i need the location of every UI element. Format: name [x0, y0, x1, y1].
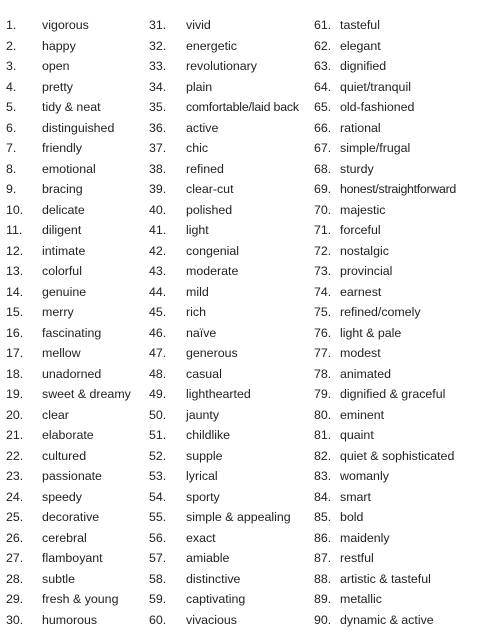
item-number: 21. [6, 428, 24, 442]
item-number: 67. [314, 141, 332, 155]
list-item [6, 138, 131, 159]
item-number: 58. [149, 571, 167, 586]
list-item [6, 179, 131, 200]
item-number: 15. [6, 305, 24, 319]
item-word: clear [42, 407, 69, 422]
item-number: 1. [6, 18, 17, 32]
list-item [314, 548, 456, 569]
item-number: 60. [149, 612, 167, 627]
word-column-3 [314, 15, 456, 630]
list-item [6, 405, 131, 426]
item-word: subtle [42, 571, 76, 586]
item-number: 48. [149, 366, 167, 381]
item-number: 49. [149, 387, 167, 401]
list-item [314, 405, 456, 426]
item-number: 13. [6, 264, 24, 278]
item-number: 37. [149, 141, 167, 155]
item-word: majestic [340, 202, 386, 217]
list-item [149, 15, 299, 36]
item-word: light & pale [340, 325, 402, 340]
item-number: 64. [314, 79, 332, 94]
item-word: distinctive [186, 571, 241, 586]
item-word: childlike [186, 428, 231, 442]
list-item [6, 548, 131, 569]
item-word: pretty [42, 79, 73, 94]
list-item [314, 323, 456, 344]
item-number: 53. [149, 469, 167, 483]
item-number: 38. [149, 161, 167, 176]
item-number: 51. [149, 428, 167, 442]
item-number: 62. [314, 38, 332, 53]
item-word: supple [186, 448, 223, 463]
item-number: 17. [6, 346, 24, 360]
item-number: 45. [149, 305, 167, 319]
item-word: dignified & graceful [340, 387, 446, 401]
list-item [149, 118, 299, 139]
list-item [6, 384, 131, 405]
list-item [6, 159, 131, 180]
item-word: genuine [42, 284, 87, 299]
item-number: 26. [6, 530, 24, 545]
item-word: honest/straightforward [340, 182, 456, 196]
list-item [6, 36, 131, 57]
item-number: 10. [6, 202, 24, 217]
list-item [6, 487, 131, 508]
item-word: generous [186, 346, 238, 360]
item-number: 84. [314, 489, 332, 504]
item-word: passionate [42, 469, 102, 483]
item-number: 82. [314, 448, 332, 463]
list-item [149, 364, 299, 385]
list-item [149, 97, 299, 118]
item-number: 65. [314, 100, 332, 114]
item-word: vivid [186, 18, 211, 32]
item-word: simple & appealing [186, 510, 291, 524]
item-word: artistic & tasteful [340, 571, 431, 586]
item-word: earnest [340, 284, 382, 299]
item-word: naïve [186, 325, 217, 340]
list-item [6, 569, 131, 590]
list-item [314, 77, 456, 98]
item-word: flamboyant [42, 551, 103, 565]
list-item [314, 569, 456, 590]
list-item [6, 507, 131, 528]
list-item [6, 302, 131, 323]
item-number: 74. [314, 284, 332, 299]
list-item [314, 200, 456, 221]
word-column-2 [149, 15, 299, 630]
item-number: 88. [314, 571, 332, 586]
list-item [314, 97, 456, 118]
item-number: 77. [314, 346, 332, 360]
list-item [149, 343, 299, 364]
item-word: womanly [340, 469, 389, 483]
item-word: vigorous [42, 18, 89, 32]
item-number: 42. [149, 243, 167, 258]
item-word: emotional [42, 161, 96, 176]
item-word: moderate [186, 264, 239, 278]
list-item [6, 56, 131, 77]
item-number: 83. [314, 469, 332, 483]
list-item [149, 507, 299, 528]
item-number: 11. [6, 223, 23, 237]
list-item [6, 200, 131, 221]
item-word: revolutionary [186, 59, 257, 73]
list-item [6, 282, 131, 303]
item-number: 69. [314, 182, 332, 196]
list-item [6, 610, 131, 631]
item-word: delicate [42, 202, 85, 217]
item-number: 12. [6, 243, 24, 258]
list-item [149, 466, 299, 487]
item-number: 44. [149, 284, 167, 299]
item-word: dynamic & active [340, 612, 434, 627]
item-word: chic [186, 141, 209, 155]
item-number: 52. [149, 448, 167, 463]
item-word: happy [42, 38, 76, 53]
item-number: 59. [149, 592, 167, 606]
item-number: 35. [149, 100, 167, 114]
item-number: 34. [149, 79, 167, 94]
item-number: 85. [314, 510, 332, 524]
item-word: light [186, 223, 209, 237]
list-item [314, 364, 456, 385]
item-word: elegant [340, 38, 381, 53]
list-item [149, 261, 299, 282]
item-word: intimate [42, 243, 86, 258]
list-item [314, 610, 456, 631]
item-number: 5. [6, 100, 17, 114]
item-number: 8. [6, 161, 17, 176]
list-item [149, 589, 299, 610]
item-word: sturdy [340, 161, 374, 176]
item-word: vivacious [186, 612, 237, 627]
item-word: humorous [42, 612, 98, 627]
item-number: 56. [149, 530, 167, 545]
item-number: 7. [6, 141, 17, 155]
list-item [149, 282, 299, 303]
list-item [314, 528, 456, 549]
list-item [314, 302, 456, 323]
item-word: plain [186, 79, 213, 94]
item-number: 4. [6, 79, 17, 94]
list-item [149, 446, 299, 467]
item-word: captivating [186, 592, 246, 606]
list-item [314, 466, 456, 487]
item-word: distinguished [42, 120, 115, 135]
item-word: lyrical [186, 469, 218, 483]
item-word: rich [186, 305, 206, 319]
item-word: provincial [340, 264, 393, 278]
item-word: lighthearted [186, 387, 251, 401]
list-item [314, 36, 456, 57]
list-item [314, 118, 456, 139]
item-word: cerebral [42, 530, 87, 545]
item-number: 79. [314, 387, 332, 401]
list-item [149, 36, 299, 57]
item-word: smart [340, 489, 371, 504]
item-number: 32. [149, 38, 167, 53]
item-number: 89. [314, 592, 332, 606]
item-number: 33. [149, 59, 167, 73]
list-item [6, 343, 131, 364]
list-item [6, 15, 131, 36]
list-item [314, 384, 456, 405]
list-item [149, 220, 299, 241]
list-item [149, 384, 299, 405]
item-word: maidenly [340, 530, 390, 545]
item-number: 9. [6, 182, 17, 196]
item-number: 14. [6, 284, 24, 299]
list-item [149, 405, 299, 426]
item-word: old-fashioned [340, 100, 415, 114]
list-item [149, 200, 299, 221]
item-word: nostalgic [340, 243, 389, 258]
item-word: refined/comely [340, 305, 421, 319]
item-number: 87. [314, 551, 332, 565]
item-word: sporty [186, 489, 220, 504]
list-item [314, 425, 456, 446]
item-number: 2. [6, 38, 17, 53]
item-word: fascinating [42, 325, 102, 340]
list-item [149, 241, 299, 262]
item-word: jaunty [186, 407, 220, 422]
list-item [149, 138, 299, 159]
item-number: 57. [149, 551, 167, 565]
list-item [314, 487, 456, 508]
item-word: cultured [42, 448, 87, 463]
item-number: 46. [149, 325, 167, 340]
item-number: 6. [6, 120, 17, 135]
list-item [314, 343, 456, 364]
item-word: bracing [42, 182, 83, 196]
item-word: polished [186, 202, 233, 217]
list-item [149, 77, 299, 98]
list-item [149, 302, 299, 323]
item-word: quiet/tranquil [340, 79, 411, 94]
list-item [314, 138, 456, 159]
item-word: exact [186, 530, 216, 545]
item-number: 28. [6, 571, 24, 586]
list-item [149, 179, 299, 200]
item-word: fresh & young [42, 592, 119, 606]
item-word: congenial [186, 243, 240, 258]
list-item [6, 97, 131, 118]
item-word: speedy [42, 489, 82, 504]
item-word: comfortable/laid back [186, 100, 299, 114]
list-item [314, 282, 456, 303]
item-number: 50. [149, 407, 167, 422]
item-word: energetic [186, 38, 237, 53]
list-item [149, 159, 299, 180]
list-item [314, 261, 456, 282]
item-word: quaint [340, 428, 374, 442]
item-number: 68. [314, 161, 332, 176]
item-number: 27. [6, 551, 24, 565]
item-word: mild [186, 284, 209, 299]
list-item [6, 261, 131, 282]
list-item [6, 241, 131, 262]
list-item [6, 118, 131, 139]
item-number: 54. [149, 489, 167, 504]
item-word: eminent [340, 407, 385, 422]
item-word: tidy & neat [42, 100, 101, 114]
item-word: rational [340, 120, 381, 135]
item-word: quiet & sophisticated [340, 448, 455, 463]
item-word: refined [186, 161, 224, 176]
item-number: 47. [149, 346, 167, 360]
item-number: 20. [6, 407, 24, 422]
item-word: modest [340, 346, 381, 360]
item-word: tasteful [340, 18, 380, 32]
list-item [6, 220, 131, 241]
item-number: 22. [6, 448, 24, 463]
list-item [6, 425, 131, 446]
item-number: 73. [314, 264, 332, 278]
item-number: 41. [149, 223, 167, 237]
list-item [149, 56, 299, 77]
item-number: 71. [314, 223, 332, 237]
item-number: 78. [314, 366, 332, 381]
list-item [314, 56, 456, 77]
item-number: 19. [6, 387, 24, 401]
list-item [6, 323, 131, 344]
item-number: 55. [149, 510, 167, 524]
list-item [149, 548, 299, 569]
item-word: simple/frugal [340, 141, 411, 155]
list-item [149, 569, 299, 590]
item-number: 81. [314, 428, 332, 442]
item-word: bold [340, 510, 364, 524]
list-item [149, 487, 299, 508]
item-word: diligent [42, 223, 82, 237]
item-number: 23. [6, 469, 24, 483]
list-item [149, 323, 299, 344]
list-item [314, 179, 456, 200]
item-word: elaborate [42, 428, 94, 442]
item-number: 63. [314, 59, 332, 73]
list-item [314, 241, 456, 262]
item-number: 43. [149, 264, 167, 278]
list-item [314, 446, 456, 467]
item-word: restful [340, 551, 374, 565]
item-number: 76. [314, 325, 332, 340]
item-number: 24. [6, 489, 24, 504]
list-item [6, 446, 131, 467]
item-word: unadorned [42, 366, 102, 381]
list-item [6, 589, 131, 610]
item-word: mellow [42, 346, 81, 360]
item-number: 36. [149, 120, 167, 135]
item-number: 31. [149, 18, 167, 32]
item-number: 40. [149, 202, 167, 217]
item-word: dignified [340, 59, 387, 73]
item-word: forceful [340, 223, 381, 237]
list-item [149, 610, 299, 631]
item-number: 86. [314, 530, 332, 545]
list-item [314, 507, 456, 528]
item-number: 25. [6, 510, 24, 524]
item-number: 61. [314, 18, 332, 32]
item-word: friendly [42, 141, 82, 155]
item-number: 66. [314, 120, 332, 135]
item-word: animated [340, 366, 391, 381]
list-item [6, 466, 131, 487]
item-word: clear-cut [186, 182, 234, 196]
item-number: 18. [6, 366, 24, 381]
item-word: sweet & dreamy [42, 387, 131, 401]
list-item [149, 528, 299, 549]
word-column-1 [6, 15, 131, 630]
item-number: 30. [6, 612, 24, 627]
list-item [6, 77, 131, 98]
list-item [6, 528, 131, 549]
list-item [314, 220, 456, 241]
item-word: decorative [42, 510, 100, 524]
list-item [314, 159, 456, 180]
list-item [6, 364, 131, 385]
list-item [314, 15, 456, 36]
item-word: colorful [42, 264, 82, 278]
item-number: 80. [314, 407, 332, 422]
item-number: 90. [314, 612, 332, 627]
item-word: open [42, 59, 70, 73]
item-number: 72. [314, 243, 332, 258]
item-number: 75. [314, 305, 332, 319]
item-number: 39. [149, 182, 167, 196]
list-item [149, 425, 299, 446]
item-number: 3. [6, 59, 17, 73]
item-word: merry [42, 305, 74, 319]
item-word: metallic [340, 592, 382, 606]
item-number: 70. [314, 202, 332, 217]
item-number: 29. [6, 592, 24, 606]
list-item [314, 589, 456, 610]
item-word: active [186, 120, 219, 135]
item-word: casual [186, 366, 222, 381]
item-word: amiable [186, 551, 230, 565]
item-number: 16. [6, 325, 24, 340]
